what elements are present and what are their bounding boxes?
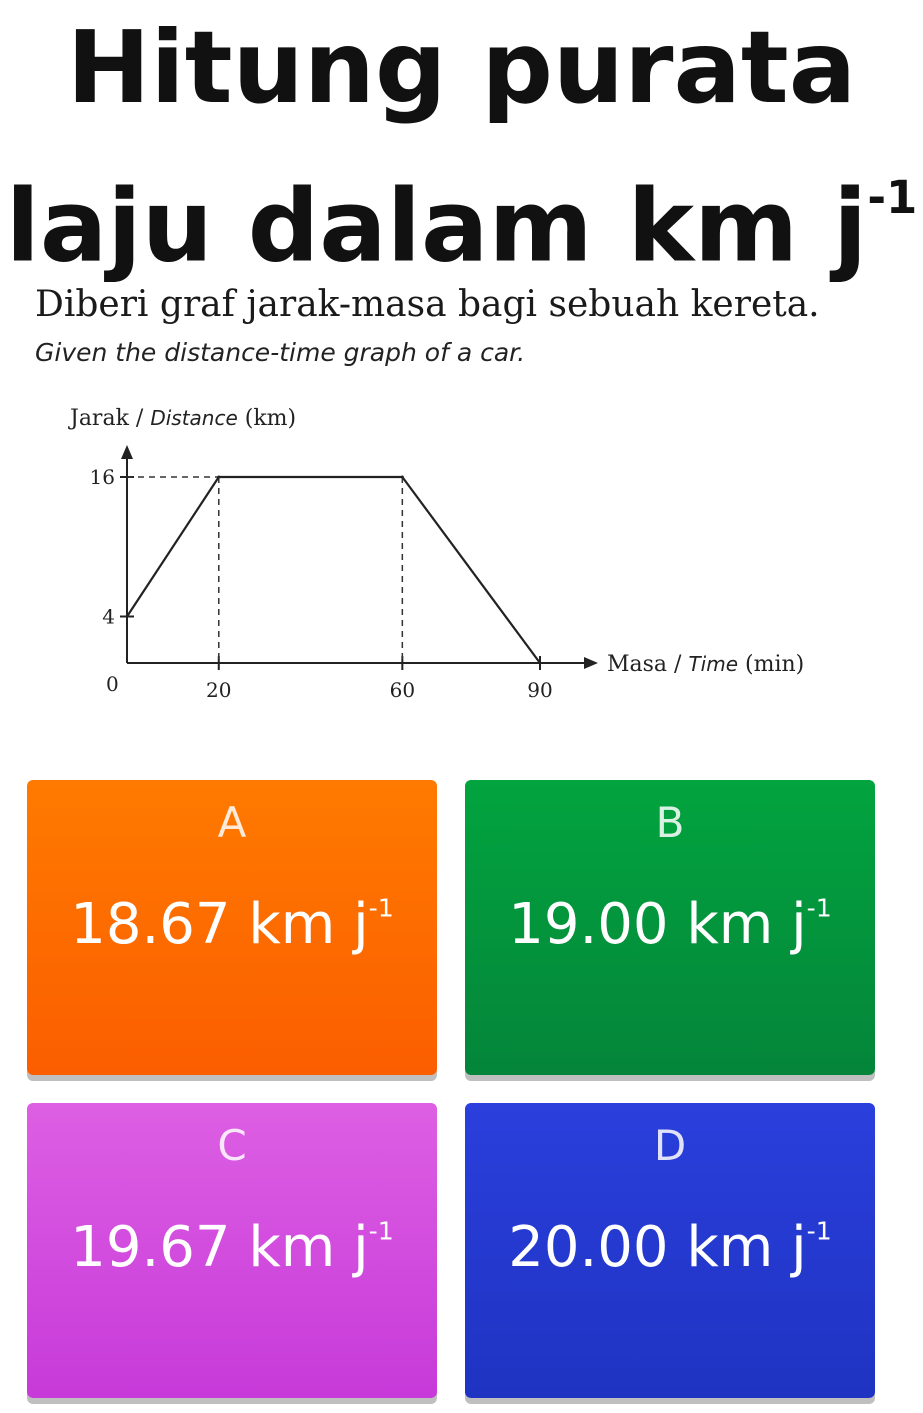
- option-d-value: 20.00 km $j^{-1}$: [508, 1215, 832, 1280]
- axis-ticks: [90, 465, 553, 702]
- option-a-letter: A: [217, 798, 247, 847]
- x-tick-label: 60: [389, 678, 416, 702]
- y-axis-arrowhead: [121, 445, 133, 459]
- x-tick-label: 20: [206, 678, 232, 702]
- answer-option-c[interactable]: [27, 1103, 437, 1398]
- option-b-value: 19.00 km $j^{-1}$: [508, 892, 832, 957]
- graph-segment: [127, 477, 219, 617]
- option-d-letter: D: [653, 1121, 687, 1170]
- question-text-malay: Diberi graf jarak-masa bagi sebuah kereta.: [35, 284, 820, 325]
- data-point: [217, 476, 220, 479]
- option-a-value: 18.67 km $j^{-1}$: [70, 892, 394, 957]
- answer-option-b[interactable]: [465, 780, 875, 1075]
- data-point: [539, 662, 542, 665]
- answer-option-d[interactable]: [465, 1103, 875, 1398]
- data-point: [126, 615, 129, 618]
- origin-label: 0: [106, 672, 119, 696]
- distance-time-graph: [60, 395, 870, 715]
- question-title-line-2: [0, 138, 923, 286]
- option-b-letter: B: [655, 798, 685, 847]
- x-axis-arrowhead: [584, 657, 598, 669]
- distance-line: [126, 476, 542, 665]
- title-text: laju dalam km j: [5, 167, 868, 285]
- guide-lines: [127, 477, 402, 663]
- y-tick-label: 4: [102, 604, 115, 629]
- question-title-line-1: Hitung purata: [66, 9, 857, 126]
- x-axis-label: Masa / Time (min): [607, 652, 805, 677]
- x-tick-label: 90: [527, 678, 553, 702]
- option-c-value: 19.67 km $j^{-1}$: [70, 1215, 394, 1280]
- y-axis-label: Jarak / Distance (km): [70, 406, 297, 431]
- y-tick-label: 16: [89, 465, 115, 489]
- answer-option-a[interactable]: [27, 780, 437, 1075]
- title-unit-exponent: -1: [867, 171, 918, 224]
- option-c-letter: C: [217, 1121, 247, 1170]
- question-text-english: Given the distance-time graph of a car.: [35, 338, 526, 367]
- data-point: [401, 476, 404, 479]
- graph-segment: [402, 477, 540, 663]
